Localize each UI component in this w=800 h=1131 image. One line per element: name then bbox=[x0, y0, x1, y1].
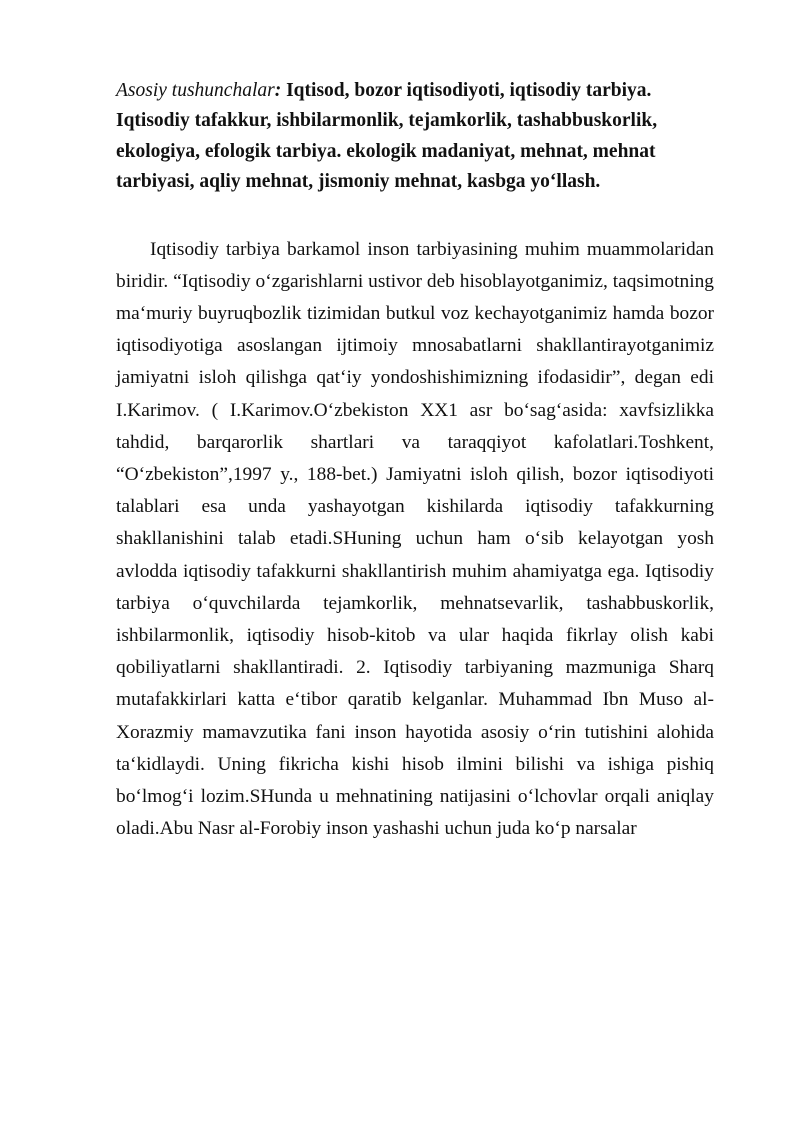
document-page bbox=[116, 76, 714, 845]
key-concepts bbox=[116, 76, 714, 198]
key-concepts-terms: Iqtisod, bozor iqtisodiyoti, iqtisodiy tarbiya. Iqtisodiy tafakkur, ishbilarmonlik, tejamkorlik, tashabbuskorlik, ekologiya, efologik tarbiya. ekologik madaniyat, mehnat, mehnat tarbiyasi, aqliy mehnat, jismoniy mehnat, kasbga yo‘llash. bbox=[116, 80, 658, 193]
key-concepts-label: Asosiy tushunchalar bbox=[116, 80, 275, 101]
key-concepts-colon: : bbox=[274, 80, 282, 101]
body-paragraph: Iqtisodiy tarbiya barkamol inson tarbiyasining muhim muammolaridan biridir. “Iqtisodiy o‘zgarishlarni ustivor deb hisoblayotganimiz, taqsimotning ma‘muriy buyruqbozlik tizimidan butkul voz kechayotganimiz hamda bozor iqtisodiyotiga asoslangan ijtimoiy mnosabatlarni shakllantirayotganimiz jamiyatni isloh qilishga qat‘iy yondoshishimizning ifodasidir”, degan edi I.Karimov. ( I.Karimov.O‘zbekiston XX1 asr bo‘sag‘asida: xavfsizlikka tahdid, barqarorlik shartlari va taraqqiyot kafolatlari.Toshkent, “O‘zbekiston”,1997 y., 188-bet.) Jamiyatni isloh qilish, bozor iqtisodiyoti talablari esa unda yashayotgan kishilarda iqtisodiy tafakkurning shakllanishini talab etadi.SHuning uchun ham o‘sib kelayotgan yosh avlodda iqtisodiy tafakkurni shakllantirish muhim ahamiyatga ega. Iqtisodiy tarbiya o‘quvchilarda tejamkorlik, mehnatsevarlik, tashabbuskorlik, ishbilarmonlik, iqtisodiy hisob-kitob va ular haqida fikrlay olish kabi qobiliyatlarni shakllantiradi. 2. Iqtisodiy tarbiyaning mazmuniga Sharq mutafakkirlari katta e‘tibor qaratib kelganlar. Muhammad Ibn Muso al-Xorazmiy mamavzutika fani inson hayotida asosiy o‘rin tutishini alohida ta‘kidlaydi. Uning fikricha kishi hisob ilmini bilishi va ishiga pishiq bo‘lmog‘i lozim.SHunda u mehnatining natijasini o‘lchovlar orqali aniqlay oladi.Abu Nasr al-Forobiy inson yashashi uchun juda ko‘p narsalar bbox=[116, 238, 714, 840]
